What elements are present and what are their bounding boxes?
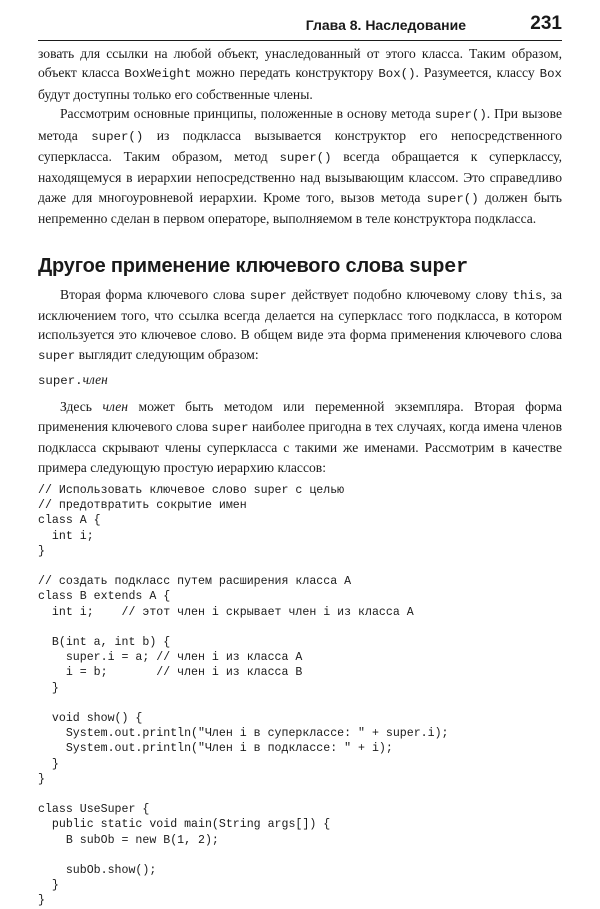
inline-code: super	[38, 348, 76, 363]
text: . Разумеется, классу	[415, 65, 540, 81]
inline-code: super()	[434, 108, 487, 123]
inline-code: super	[249, 288, 287, 303]
syntax-placeholder: член	[82, 372, 108, 388]
paragraph-4	[38, 397, 562, 477]
chapter-title: Глава 8. Наследование	[305, 17, 466, 33]
text: Вторая форма ключевого слова	[60, 286, 250, 302]
running-header	[38, 12, 562, 41]
text: зовать для ссылки на любой объект, унаследованный от этого класса. Таким образом, объект класса	[38, 46, 562, 81]
text: может быть методом или переменной экземпляра. Вторая форма применения ключевого слова	[38, 399, 562, 434]
text: действует подобно ключевому слову	[286, 286, 513, 302]
inline-code: super()	[426, 191, 479, 206]
heading-keyword: super	[408, 255, 468, 279]
inline-code: this	[512, 288, 543, 303]
inline-code: Box	[539, 67, 562, 82]
text: Рассмотрим основные принципы, положенные в основу метода	[60, 106, 435, 122]
text: . При вызове метода	[38, 106, 562, 143]
paragraph-1	[38, 44, 562, 104]
inline-code: super()	[279, 151, 332, 166]
emphasis: член	[102, 399, 128, 415]
inline-code: Box()	[378, 67, 416, 82]
page-number: 231	[530, 13, 562, 34]
page-content	[38, 44, 562, 909]
text: будут доступны только его собственные члены.	[38, 86, 313, 102]
syntax-line	[38, 370, 562, 391]
text: всегда обращается к суперклассу, находящемуся в иерархии непосредственно над вызывающим классом. Это справедливо даже для многоуровневой иерархии. Кроме того, вызов метода	[38, 149, 562, 205]
heading-text: Другое применение ключевого слова	[38, 254, 409, 277]
paragraph-3	[38, 285, 562, 367]
text: выглядит следующим образом:	[75, 346, 259, 362]
inline-code: super()	[91, 129, 144, 144]
inline-code: BoxWeight	[124, 67, 192, 82]
text: Здесь	[60, 399, 103, 415]
inline-code: super	[211, 420, 249, 435]
code-listing: // Использовать ключевое слово super с целью // предотвратить сокрытие имен class A { int i; } // создать подкласс путем расширения класса A class B extends A { int i; // этот член i скрывает член i из класса A B(int a, int b) { super.i = a; // член i из класса A i = b; // член i из класса B } void show() { System.out.println("Член i в суперклассе: " + super.i); System.out.println("Член i в подклассе: " + i); } } class UseSuper { public static void main(String args[]) { B subOb = new B(1, 2); subOb.show(); } }	[38, 483, 449, 908]
text: должен быть непременно сделан в первом операторе, выполняемом в теле конструктора подкласса.	[38, 189, 563, 227]
text: из подкласса вызывается конструктор его непосредственного суперкласса. Таким образом, метод	[38, 127, 563, 165]
text: наиболее пригодна в тех случаях, когда имена членов подкласса скрывают члены суперкласса с такими же именами. Рассмотрим в качестве примера следующую простую иерархию классов:	[38, 418, 562, 475]
text: , за исключением того, что ссылка всегда делается на суперкласс того подкласса, в котором используется это ключевое слово. В общем виде эта форма применения ключевого слова	[38, 286, 563, 343]
syntax-code: super.	[38, 374, 83, 389]
section-heading	[38, 255, 562, 279]
text: можно передать конструктору	[191, 65, 379, 81]
paragraph-2	[38, 104, 562, 228]
